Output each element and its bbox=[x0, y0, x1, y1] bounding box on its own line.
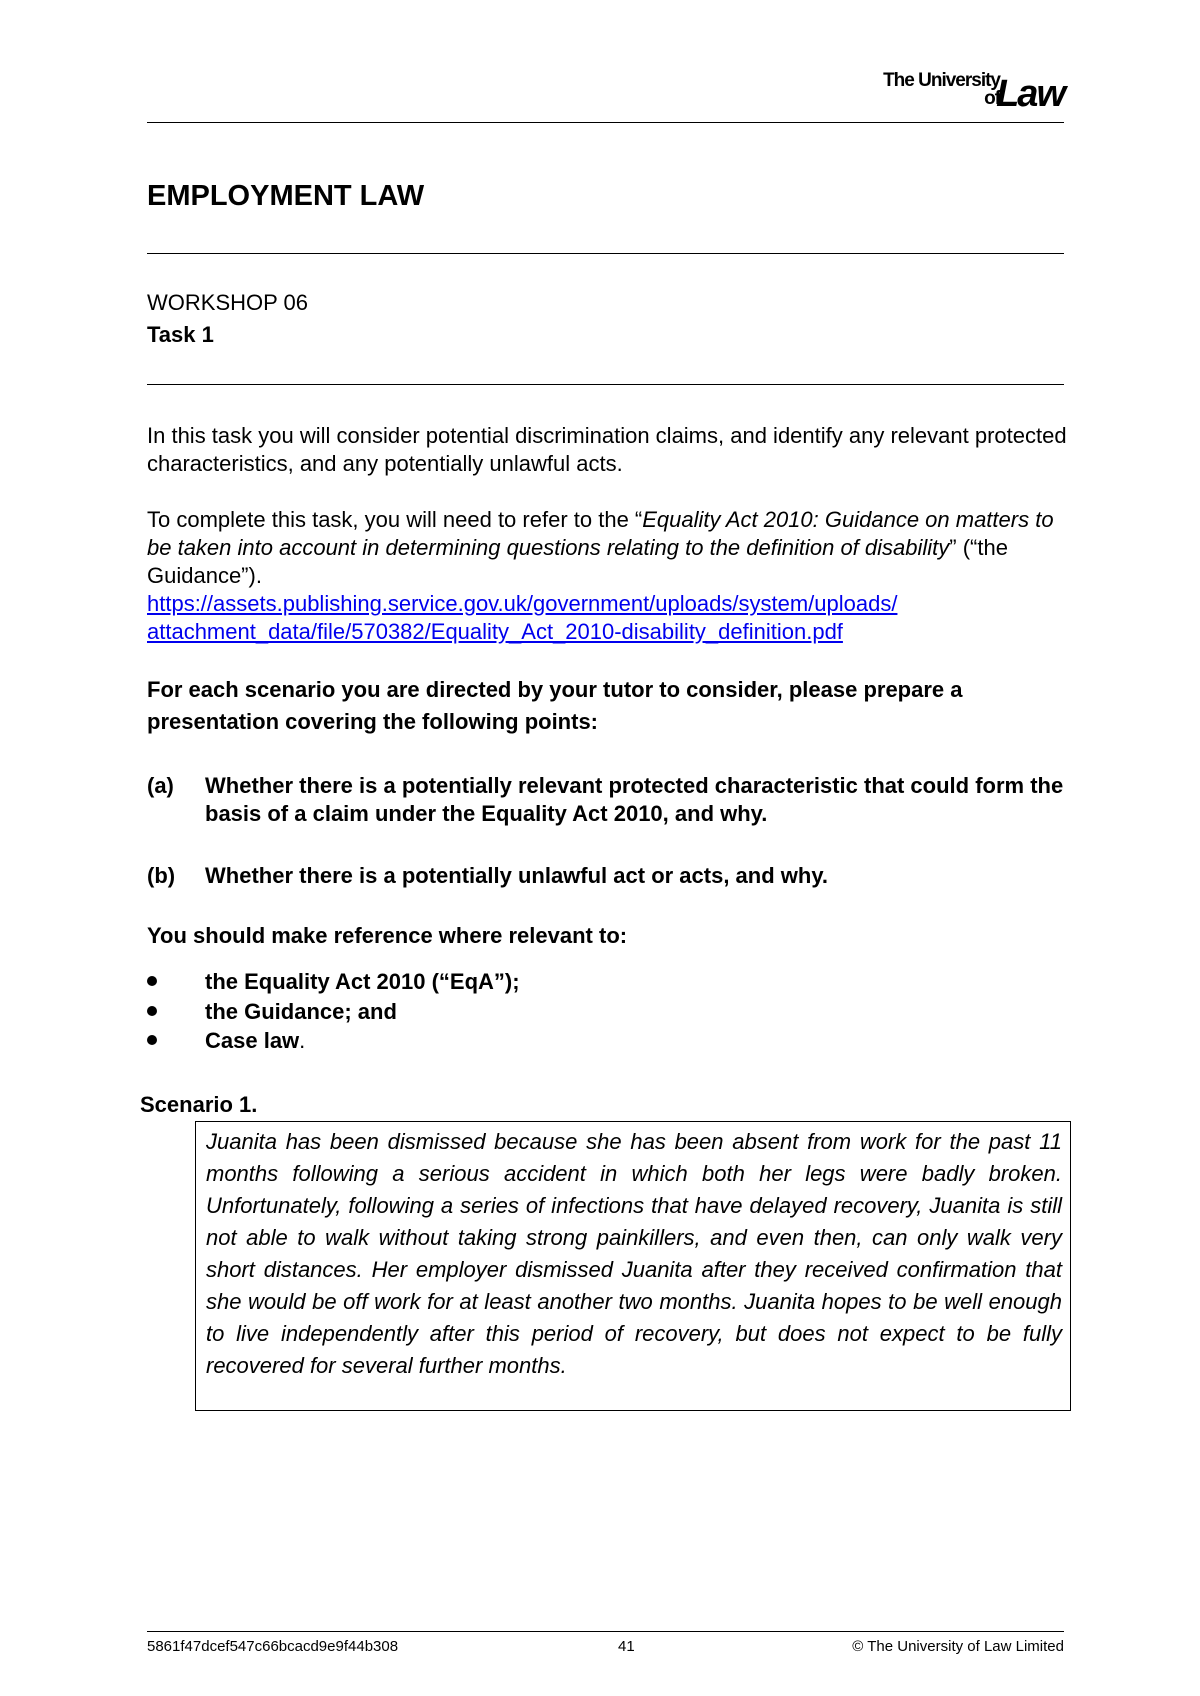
logo-line-1: The University bbox=[883, 70, 1000, 91]
workshop-label: WORKSHOP 06 bbox=[147, 290, 308, 315]
page-title: EMPLOYMENT LAW bbox=[147, 180, 425, 212]
footer-page-number: 41 bbox=[618, 1638, 635, 1655]
bullet-text: the Equality Act 2010 (“EqA”); bbox=[205, 969, 520, 994]
guidance-link[interactable] bbox=[147, 591, 897, 644]
bullet-icon bbox=[147, 976, 157, 986]
item-text: Whether there is a potentially relevant protected characteristic that could form the basis of a claim under the Equality Act 2010, and why. bbox=[205, 773, 1064, 826]
bullet-tail: . bbox=[299, 1028, 306, 1053]
list-item bbox=[147, 862, 1067, 890]
scenario-text: Juanita has been dismissed because she has been absent from work for the past 11 months following a serious accident in which both her legs were badly broken. Unfortunately, following a series of infections that have delayed recovery, Juanita is still not able to walk without taking strong painkillers, and even then, can only walk very short distances. Her employer dismissed Juanita after they received confirmation that she would be off work for at least another two months. Juanita hopes to be well enough to live independently after this period of recovery, but does not expect to be fully recovered for several further months. bbox=[206, 1129, 1062, 1378]
task-label: Task 1 bbox=[147, 322, 214, 347]
scenario-box bbox=[195, 1121, 1071, 1411]
logo-line-3: Law bbox=[996, 73, 1064, 115]
item-label: (a) bbox=[147, 773, 174, 798]
guidance-link-line-1[interactable]: https://assets.publishing.service.gov.uk/government/uploads/system/uploads/ bbox=[147, 591, 898, 616]
list-item bbox=[147, 772, 1067, 828]
guidance-title: Equality Act 2010: Guidance on matters to be taken into account in determining questions relating to the definition of disability bbox=[147, 507, 1054, 560]
item-label: (b) bbox=[147, 863, 176, 888]
guidance-link-line-2[interactable]: attachment_data/file/570382/Equality_Act_2010-disability_definition.pdf bbox=[147, 619, 843, 644]
footer-divider bbox=[147, 1631, 1064, 1632]
footer-copyright: © The University of Law Limited bbox=[852, 1638, 1064, 1655]
guidance-text-end: ” (“the Guidance”). bbox=[147, 535, 1008, 588]
bullet-text: Case law bbox=[205, 1028, 300, 1053]
logo-line-2: of bbox=[984, 88, 1000, 109]
bullet-icon bbox=[147, 1035, 157, 1045]
bullet-text: the Guidance; and bbox=[205, 999, 397, 1024]
scenario-heading: Scenario 1. bbox=[140, 1092, 258, 1117]
intro-paragraph: In this task you will consider potential discrimination claims, and identify any relevant protected characteristics, and any potentially unlawful acts. bbox=[147, 423, 1067, 476]
reference-lead: You should make reference where relevant to: bbox=[147, 923, 628, 948]
bullet-icon bbox=[147, 1006, 157, 1016]
divider bbox=[147, 253, 1064, 254]
guidance-paragraph bbox=[147, 506, 1067, 646]
instructions-lead: For each scenario you are directed by your tutor to consider, please prepare a presentation covering the following points: bbox=[147, 677, 963, 734]
university-logo bbox=[864, 64, 1064, 114]
guidance-text-start: To complete this task, you will need to refer to the “ bbox=[147, 507, 643, 532]
item-text: Whether there is a potentially unlawful act or acts, and why. bbox=[205, 863, 829, 888]
divider bbox=[147, 384, 1064, 385]
divider bbox=[147, 122, 1064, 123]
footer-doc-id: 5861f47dcef547c66bcacd9e9f44b308 bbox=[147, 1638, 399, 1655]
